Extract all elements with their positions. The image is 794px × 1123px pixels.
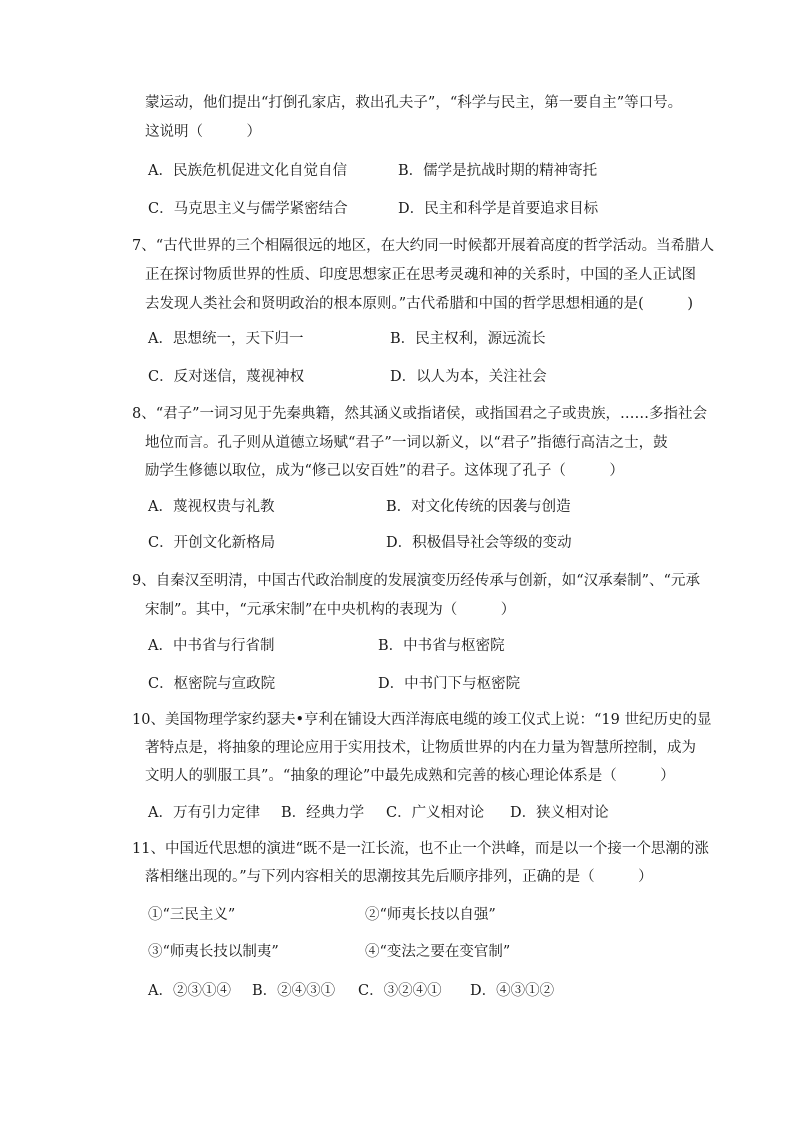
q11-option-b: B．②④③①: [252, 983, 336, 999]
q6-option-a: A．民族危机促进文化自觉自信: [148, 163, 347, 179]
q7-stem-line-3: 去发现人类社会和贤明政治的根本原则。”古代希腊和中国的哲学思想相通的是( ): [145, 296, 693, 312]
q7-option-d: D．以人为本，关注社会: [390, 369, 547, 385]
q7-option-a: A．思想统一，天下归一: [148, 331, 304, 347]
q7-stem-line-1: 7、“古代世界的三个相隔很远的地区，在大约同一时候都开展着高度的哲学活动。当希腊人: [132, 238, 715, 254]
q6-option-c: C．马克思主义与儒学紧密结合: [148, 201, 348, 217]
q9-option-c: C．枢密院与宣政院: [148, 676, 276, 692]
q11-stem-line-1: 11、中国近代思想的演进“既不是一江长流，也不止一个洪峰，而是以一个接一个思潮的涨: [132, 841, 709, 857]
q11-option-c: C．③②④①: [358, 983, 442, 999]
q8-stem-line-1: 8、“君子”一词习见于先秦典籍，然其涵义或指诸侯，或指国君之子或贵族，……多指社会: [132, 406, 708, 422]
q10-option-b: B．经典力学: [281, 805, 365, 821]
q11-item-4: ④“变法之要在变官制”: [365, 944, 511, 960]
q8-option-d: D．积极倡导社会等级的变动: [386, 535, 572, 551]
q6-option-b: B．儒学是抗战时期的精神寄托: [398, 163, 598, 179]
q7-option-c: C．反对迷信，蔑视神权: [148, 369, 305, 385]
q11-option-a: A．②③①④: [148, 983, 231, 999]
q6-option-d: D．民主和科学是首要追求目标: [398, 201, 599, 217]
q10-stem-line-3: 文明人的驯服工具”。“抽象的理论”中最先成熟和完善的核心理论体系是（ ）: [145, 768, 675, 784]
q6-stem-line-1: 蒙运动，他们提出“打倒孔家店，救出孔夫子”，“科学与民主，第一要自主”等口号。: [145, 95, 683, 111]
q8-option-b: B．对文化传统的因袭与创造: [386, 499, 571, 515]
q7-option-b: B．民主权利，源远流长: [390, 331, 546, 347]
q8-stem-line-2: 地位而言。孔子则从道德立场赋“君子”一词以新义，以“君子”指德行高洁之士，鼓: [145, 435, 668, 451]
q9-option-a: A．中书省与行省制: [148, 638, 275, 654]
q10-option-a: A．万有引力定律: [148, 805, 260, 821]
q9-option-b: B．中书省与枢密院: [378, 638, 505, 654]
q10-stem-line-2: 著特点是，将抽象的理论应用于实用技术，让物质世界的内在力量为智慧所控制，成为: [145, 740, 696, 756]
q9-option-d: D．中书门下与枢密院: [378, 676, 521, 692]
q11-item-2: ②“师夷长技以自强”: [365, 907, 496, 923]
q11-item-3: ③“师夷长技以制夷”: [148, 944, 279, 960]
q7-stem-line-2: 正在探讨物质世界的性质、印度思想家正在思考灵魂和神的关系时，中国的圣人正试图: [145, 267, 696, 283]
q10-option-d: D．狭义相对论: [510, 805, 609, 821]
q11-option-d: D．④③①②: [470, 983, 555, 999]
q8-option-c: C．开创文化新格局: [148, 535, 276, 551]
q6-stem-line-2: 这说明（ ）: [145, 124, 261, 140]
q9-stem-line-2: 宋制”。其中，“元承宋制”在中央机构的表现为（ ）: [145, 602, 516, 618]
q11-item-1: ①“三民主义”: [148, 907, 236, 923]
q8-stem-line-3: 励学生修德以取位，成为“修己以安百姓”的君子。这体现了孔子（ ）: [145, 463, 624, 479]
q11-stem-line-2: 落相继出现的。”与下列内容相关的思潮按其先后顺序排列，正确的是（ ）: [145, 869, 653, 885]
q9-stem-line-1: 9、自秦汉至明清，中国古代政治制度的发展演变历经传承与创新，如“汉承秦制”、“元承: [132, 573, 700, 589]
q8-option-a: A．蔑视权贵与礼教: [148, 499, 275, 515]
q10-stem-line-1: 10、美国物理学家约瑟夫•亨利在铺设大西洋海底电缆的竣工仪式上说：“19 世纪历史的显: [132, 712, 712, 728]
q10-option-c: C．广义相对论: [386, 805, 485, 821]
